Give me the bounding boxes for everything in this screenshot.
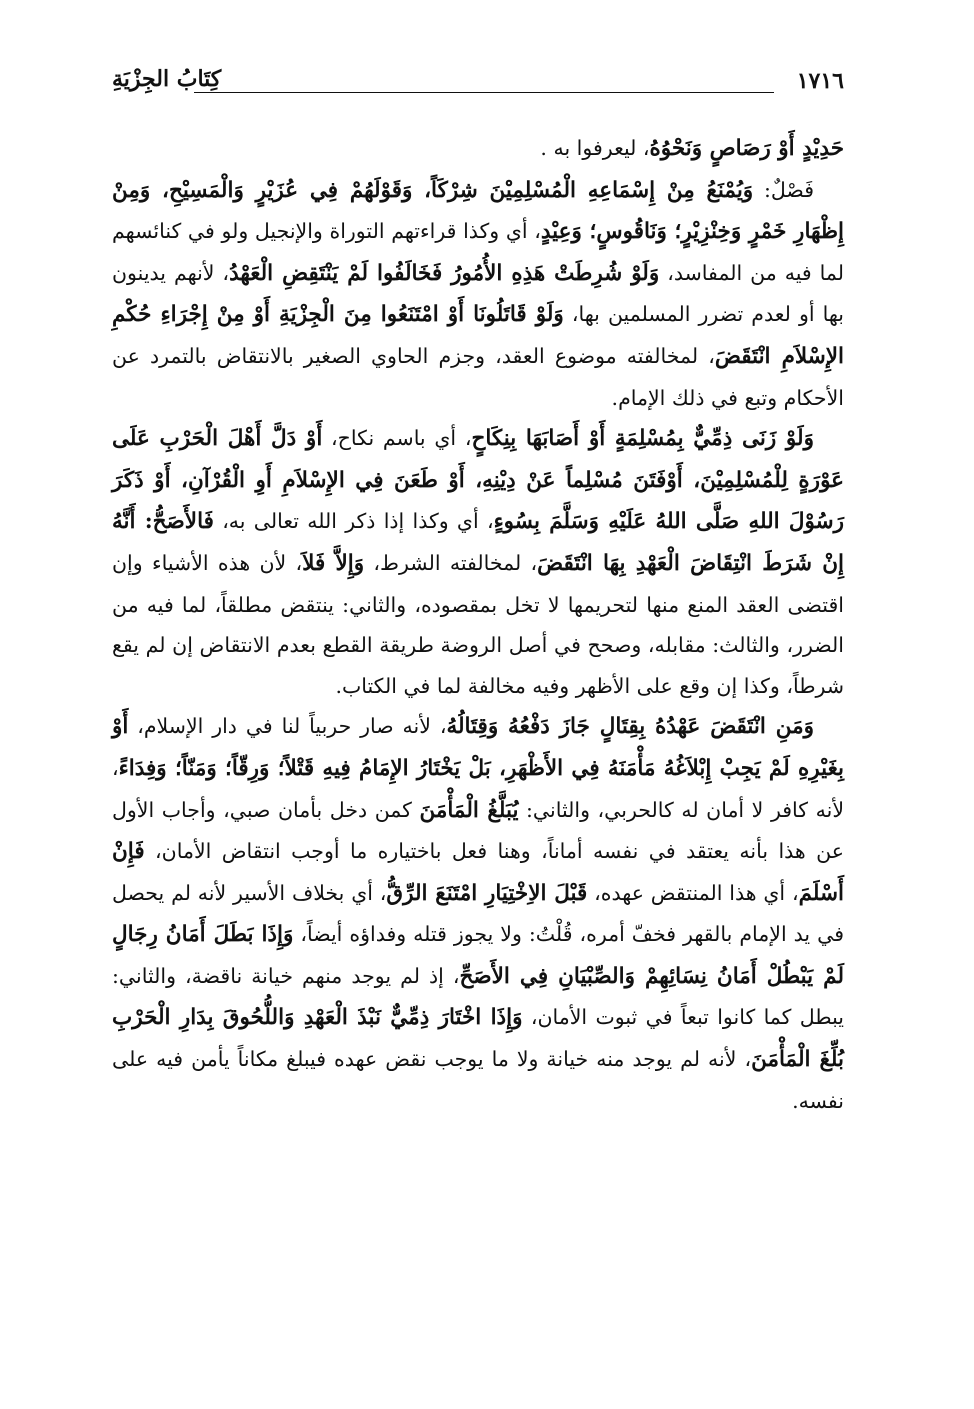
commentary-text: ، لأنه كافر لا أمان له كالحربي، والثاني:	[112, 755, 845, 822]
matn-text: وَلَوْ زَنَى ذِمِّيٌّ بِمُسْلِمَةٍ أَوْ أَصَابَهَا بِنِكَاحٍ	[471, 426, 814, 452]
commentary-text: ، أي هذا المنتقض عهده،	[587, 880, 799, 905]
book-title: كِتَابُ الجِزْيَةِ	[112, 66, 222, 92]
commentary-text: ، لأنه صار حربياً لنا في دار الإسلام،	[128, 714, 447, 739]
commentary-text: ، إذ لم يوجد منهم خيانة ناقضة، والثاني: يبطل كما كانوا تبعاً في ثبوت الأمان،	[112, 963, 845, 1030]
matn-text: فَإِنْ أَسْلَمَ	[112, 839, 844, 906]
matn-text: وَإِذَا بَطَلَ أَمَانُ رِجَالٍ لَمْ يَبْطُلْ أَمَانُ نِسَائِهِمْ وَالصِّبْيَانِ فِي الأَصَحِّ	[112, 922, 845, 989]
commentary-text: ، ليعرفوا به .	[540, 136, 650, 160]
matn-text: يُبَلَّغُ الْمَأْمَنَ	[419, 797, 519, 823]
matn-text: حَدِيْدٍ أَوْ رَصَاصٍ وَنَحْوُهُ	[649, 136, 844, 161]
matn-text: وَيُمْنَعُ مِنْ إِسْمَاعِهِ الْمُسْلِمِيْنَ شِرْكَاً، وَقَوْلَهُمْ فِي عُزَيْرٍ وَالْمَسِيْحِ، وَمِنْ إِظْهَارِ خَمْرٍ وَخِنْزِيْرٍ؛ وَنَاقُوسٍ؛ وَعِيْدٍ	[112, 177, 844, 245]
commentary-text: فَصْلٌ:	[753, 177, 814, 202]
page-header	[112, 62, 844, 102]
commentary-text: كمن دخل بأمان صبي، وأجاب الأول عن هذا بأنه يعتقد في نفسه أماناً، وهنا فعل باختياره ما أوجب انتقاض الأمان،	[112, 797, 844, 864]
matn-text: وَإِلاَّ فَلاَ	[302, 550, 365, 576]
commentary-text: ، لمخالفته موضوع العقد، وجزم الحاوي الصغير بالانتقاض بالتمرد عن الأحكام وتبع في ذلك الإمام.	[112, 343, 844, 410]
matn-text: أَوْ دَلَّ أَهْلَ الْحَرْبِ عَلَى عَوْرَةٍ لِلْمُسْلِمِيْنَ، أَوْفَتَنَ مُسْلِماً عَنْ دِيْنِهِ، أَوْ طَعَنَ فِي الإِسْلاَمِ أَوِ الْقُرْآنِ، أَوْ ذَكَرَ رَسُوْلَ اللهِ صَلَّى اللهُ عَلَيْهِ وَسَلَّمَ بِسُوءٍ	[112, 426, 844, 535]
matn-text: أَوْ بِغَيْرِهِ لَمْ يَجِبْ إِبْلاَغُهُ مَأْمَنَهُ فِي الأَظْهَرِ، بَلْ يَخْتَارُ الإِمَامُ فِيهِ قَتْلاً؛ وَرِقّاً؛ وَمَنّاً؛ وَفِدَاءً	[112, 714, 844, 781]
commentary-text: ، أي وكذا إذا ذكر الله تعالى به،	[213, 509, 494, 534]
matn-text: فَالأَصَحُّ: أَنَّهُ إِنْ شَرَطَ انْتِقَاضَ الْعَهْدِ بِهَا انْتَقَضَ	[112, 509, 844, 576]
paragraph-1	[112, 128, 844, 170]
commentary-text: ، أي بخلاف الأسير لأنه لم يحصل في يد الإمام بالقهر فخفّ أمره، قُلْتُ: ولا يجوز قتله وفداؤه أيضاً،	[112, 880, 844, 947]
matn-text: وَمَنِ انْتَقَضَ عَهْدُهُ بِقِتَالٍ جَازَ دَفْعُهُ وَقِتَالُهُ	[446, 714, 814, 740]
commentary-text: ، أي باسم نكاح،	[322, 426, 472, 451]
commentary-text: ، أي وكذا قراءتهم التوراة والإنجيل ولو في كنائسهم لما فيه من المفاسد،	[112, 219, 844, 285]
header-rule	[194, 92, 774, 93]
page-number: ١٧١٦	[796, 68, 844, 94]
matn-text: وَإِذَا اخْتَارَ ذِمِّيٌّ نَبْذَ الْعَهْدِ وَاللُّحُوقَ بِدَارِ الْحَرْبِ بُلِّغَ الْمَأْمَنَ	[112, 1005, 844, 1073]
commentary-text: ، لأن هذه الأشياء وإن اقتضى العقد المنع منها لتحريمها لا تخل بمقصوده، والثاني: ينتقض مطلقاً، لما فيه من الضرر، والثالث: مقابله، وصحح في أصل الروضة طريقة القطع بعدم الانتقاض إن لم يقع شرطاً، وكذا إن وقع على الأظهر وفيه مخالفة لما في الكتاب.	[112, 550, 844, 698]
matn-text: وَلَوْ شُرِطَتْ هَذِهِ الأُمُورُ فَخَالَفُوا لَمْ يَنْتَقِضِ الْعَهْدُ	[229, 260, 660, 286]
commentary-text: ، لأنهم يدينون بها أو لعدم تضرر المسلمين بها،	[112, 260, 845, 327]
commentary-text: ، لمخالفته الشرط،	[364, 550, 538, 575]
paragraph-2	[112, 170, 844, 419]
commentary-text: ، لأنه لم يوجد منه خيانة ولا ما يوجب نقض عهده فيبلغ مكاناً يأمن فيه على نفسه.	[112, 1047, 844, 1113]
matn-text: قَبْلَ الاِخْتِيَارِ امْتَنَعَ الرِّقُّ	[386, 880, 588, 906]
body-text	[112, 128, 844, 1121]
paragraph-4	[112, 706, 844, 1121]
matn-text: وَلَوْ قَاتَلُونَا أَوْ امْتَنَعُوا مِنَ الْجِزْيَةِ أَوْ مِنْ إِجْرَاءِ حُكْمِ الإِسْلاَمِ انْتَقَضَ	[112, 302, 844, 369]
paragraph-3	[112, 418, 844, 706]
